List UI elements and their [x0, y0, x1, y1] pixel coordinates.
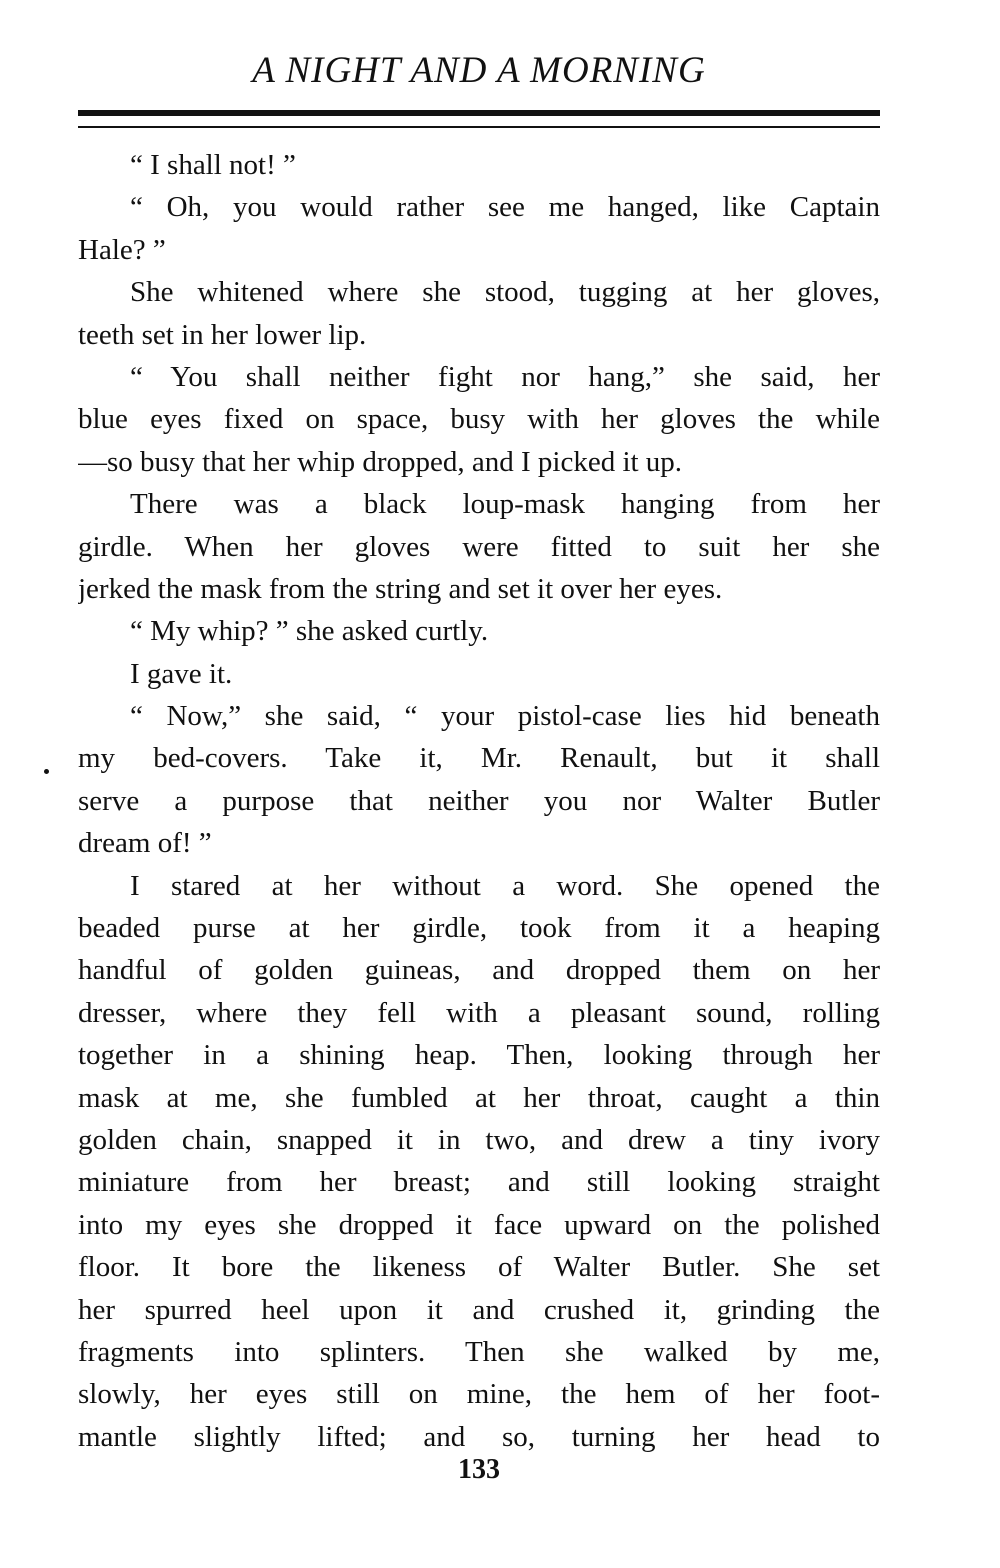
text-line: together in a shining heap. Then, looking through her	[78, 1039, 880, 1072]
text-line: slowly, her eyes still on mine, the hem of her foot-	[78, 1378, 880, 1411]
text-line: fragments into splinters. Then she walked by me,	[78, 1335, 880, 1368]
text-line: mask at me, she fumbled at her throat, caught a thin	[78, 1081, 880, 1114]
text-line: floor. It bore the likeness of Walter Butler. She set	[78, 1251, 880, 1284]
text-line: “ My whip? ” she asked curtly.	[130, 615, 489, 648]
text-line: beaded purse at her girdle, took from it a heaping	[78, 912, 880, 945]
text-line: jerked the mask from the string and set it over her eyes.	[78, 572, 723, 605]
text-line: I gave it.	[130, 657, 233, 690]
text-line: dream of! ”	[78, 827, 212, 860]
text-line: There was a black loup-mask hanging from her	[130, 488, 880, 521]
text-line: blue eyes fixed on space, busy with her gloves the while	[78, 403, 880, 436]
page-number: 133	[458, 1454, 500, 1485]
text-line: —so busy that her whip dropped, and I picked it up.	[78, 445, 683, 478]
text-line: my bed-covers. Take it, Mr. Renault, but it shall	[78, 742, 880, 775]
text-line: serve a purpose that neither you nor Walter Butler	[78, 784, 880, 817]
text-line: “ Now,” she said, “ your pistol-case lies hid beneath	[130, 700, 880, 733]
margin-mark	[44, 769, 49, 774]
running-head: A NIGHT AND A MORNING	[252, 50, 706, 91]
text-line: She whitened where she stood, tugging at her gloves,	[130, 276, 880, 309]
text-line: dresser, where they fell with a pleasant sound, rolling	[78, 996, 880, 1029]
text-line: “ You shall neither fight nor hang,” she said, her	[130, 360, 880, 393]
text-line: teeth set in her lower lip.	[78, 318, 367, 351]
header-rule-thick	[78, 110, 880, 116]
text-line: “ I shall not! ”	[130, 149, 296, 181]
text-line: Hale? ”	[78, 233, 166, 266]
text-line: girdle. When her gloves were fitted to suit her she	[78, 530, 880, 563]
text-line: I stared at her without a word. She opened the	[130, 869, 880, 902]
text-line: into my eyes she dropped it face upward on the polished	[78, 1208, 880, 1241]
text-line: mantle slightly lifted; and so, turning her head to	[78, 1420, 880, 1453]
text-line: golden chain, snapped it in two, and drew a tiny ivory	[78, 1123, 880, 1156]
text-line: miniature from her breast; and still looking straight	[78, 1166, 880, 1199]
text-line: “ Oh, you would rather see me hanged, like Captain	[130, 191, 880, 224]
body-text	[78, 144, 880, 1458]
text-line: her spurred heel upon it and crushed it, grinding the	[78, 1293, 880, 1326]
header-rule-thin	[78, 126, 880, 128]
text-line: handful of golden guineas, and dropped them on her	[78, 954, 880, 987]
